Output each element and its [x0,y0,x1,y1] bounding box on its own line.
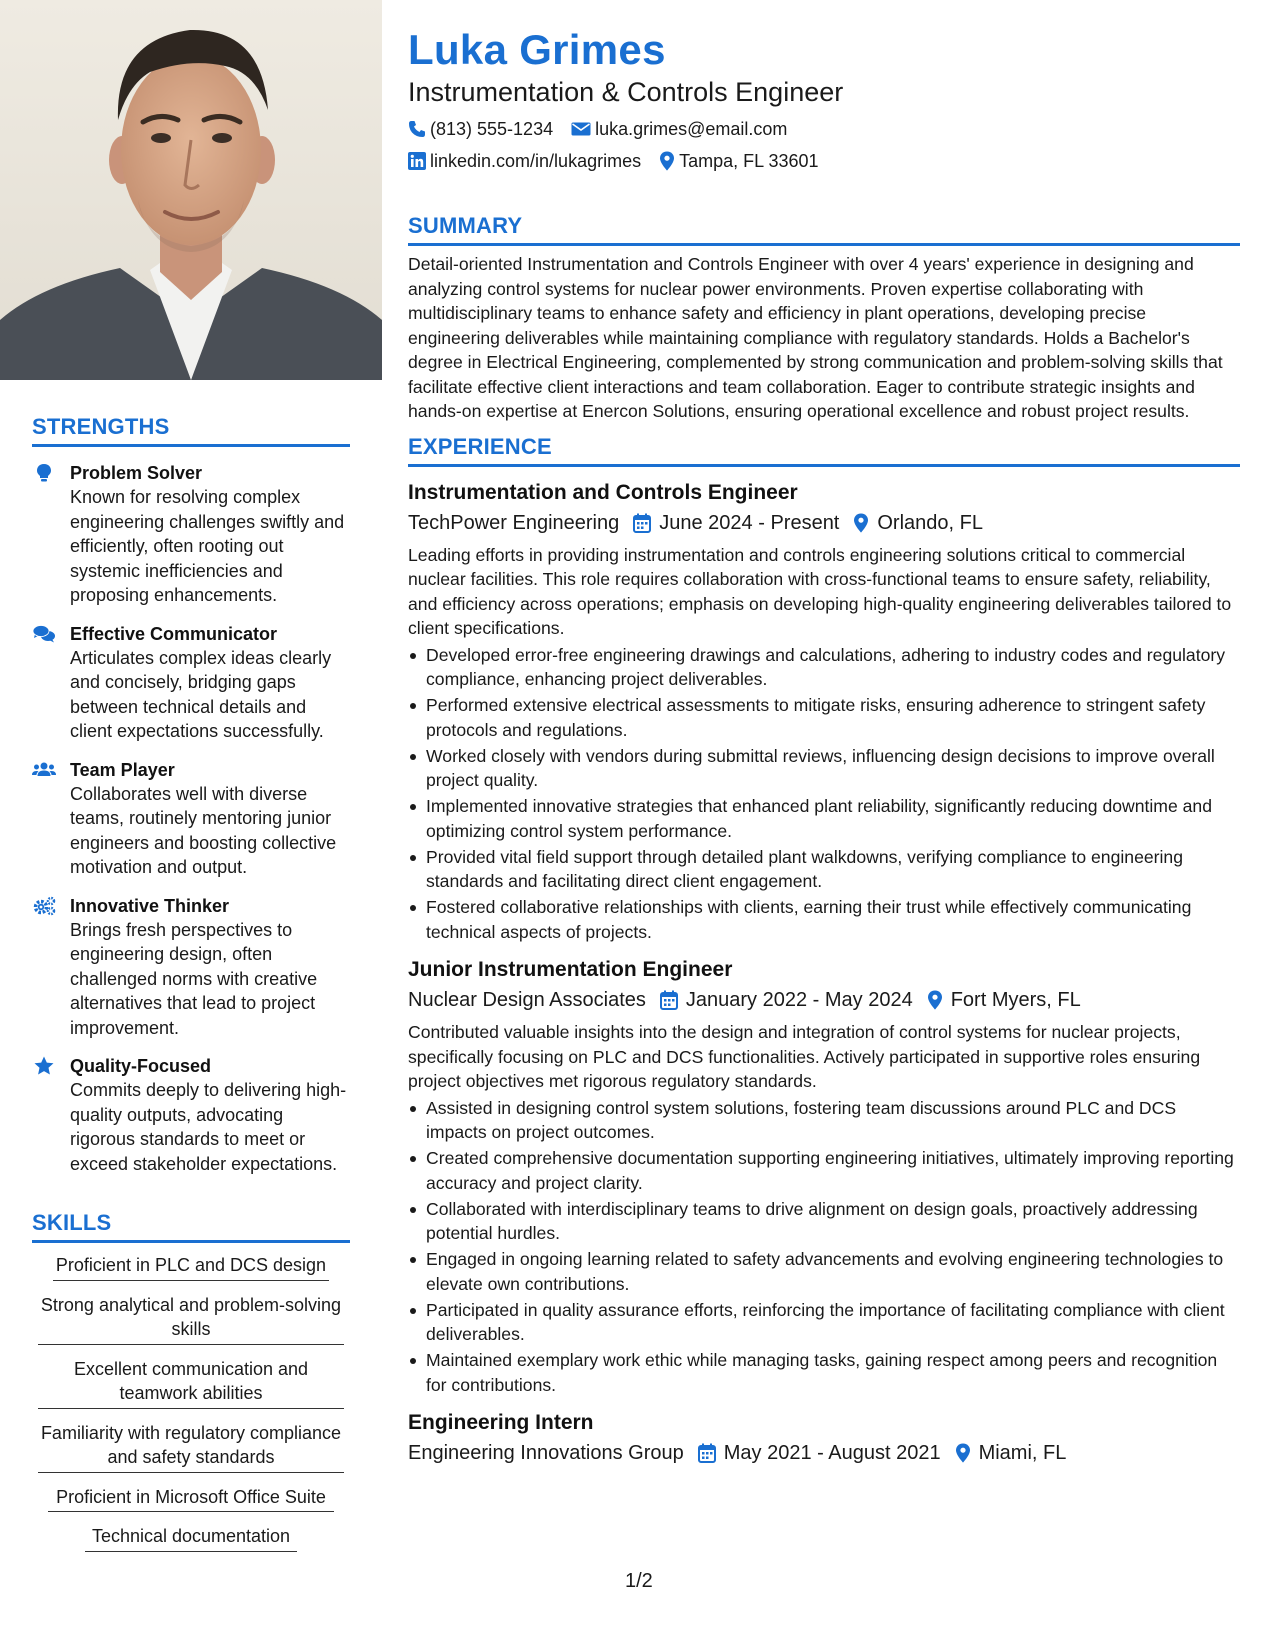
phone-text: (813) 555-1234 [430,119,554,139]
job-location-wrap [955,1439,1067,1467]
job-title: Instrumentation and Controls Engineer [408,480,798,504]
contact-location [659,149,818,173]
job-meta [408,509,1240,537]
skill-item: Proficient in Microsoft Office Suite [48,1485,334,1513]
profile-photo [0,0,382,380]
job-dates-wrap [633,509,839,537]
contact-email[interactable] [571,117,787,141]
right-column [408,0,1240,1467]
strength-title: Team Player [70,759,175,780]
strength-item [32,894,350,1041]
job-title: Engineering Intern [408,1411,594,1434]
job-bullet: Maintained exemplary work ethic while managing tasks, gaining respect among peers and recognition for contributions. [408,1348,1240,1397]
summary-heading: SUMMARY [408,213,523,238]
strength-desc: Known for resolving complex engineering challenges swiftly and efficiently, often rooting out systemic inefficiencies and proposing enhancements. [70,487,345,605]
strength-title: Innovative Thinker [70,895,230,916]
job-bullet: Participated in quality assurance efforts, reinforcing the importance of facilitating compliance with client deliverables. [408,1298,1240,1347]
portrait-illustration [0,0,382,380]
strength-title: Problem Solver [70,463,203,483]
calendar-icon [660,990,678,1010]
summary-section [408,213,1240,424]
job-title: Junior Instrumentation Engineer [408,958,733,981]
page-number: 1/2 [625,1570,653,1592]
job-bullet: Engaged in ongoing learning related to safety advancements and evolving engineering technologies to elevate own contributions. [408,1247,1240,1296]
contact-linkedin[interactable] [408,149,641,173]
strength-desc: Articulates complex ideas clearly and concisely, bridging gaps between technical details and client expectations successfully. [70,647,332,741]
strength-desc: Collaborates well with diverse teams, routinely mentoring junior engineers and boosting collective motivation and output. [70,783,337,877]
job-location: Miami, FL [978,1442,1067,1464]
candidate-role: Instrumentation & Controls Engineer [408,77,844,107]
job-dates: May 2021 - August 2021 [723,1442,941,1464]
contact-row-2 [408,149,1240,173]
calendar-icon [633,513,651,533]
job-meta [408,1439,1240,1467]
job-meta [408,986,1240,1014]
summary-rule [408,243,1240,246]
location-text: Tampa, FL 33601 [679,151,819,171]
map-pin-icon [659,151,675,171]
job-dates-wrap [698,1439,941,1467]
job-dates: January 2022 - May 2024 [685,989,913,1011]
job-entry [408,956,1240,1397]
strengths-section [32,414,350,1176]
experience-section [408,434,1240,1468]
comments-icon [32,624,56,644]
lightbulb-icon [32,463,56,483]
envelope-icon [571,121,591,137]
linkedin-text: linkedin.com/in/lukagrimes [430,151,642,171]
map-pin-icon [955,1443,971,1463]
strength-title: Quality-Focused [70,1056,212,1076]
strength-item [32,758,350,880]
job-bullet: Developed error-free engineering drawings and calculations, adhering to industry codes and regulatory compliance, enhancing project deliverables. [408,643,1240,692]
email-text: luka.grimes@email.com [595,119,788,139]
skill-list [32,1253,350,1552]
strengths-rule [32,444,350,447]
strength-title: Effective Communicator [70,623,278,644]
job-company: TechPower Engineering [408,511,620,534]
job-description: Contributed valuable insights into the design and integration of control systems for nuclear projects, specifically focusing on PLC and DCS functionalities. Actively participated in supportive roles ensuring project objectives met rigorous regulatory standards. [408,1022,1201,1091]
left-column [0,0,382,1650]
skills-rule [32,1240,350,1243]
job-company: Nuclear Design Associates [408,989,646,1011]
contact-row-1 [408,117,1240,141]
skills-section [32,1210,350,1564]
experience-heading: EXPERIENCE [408,433,552,459]
job-dates: June 2024 - Present [659,511,840,534]
job-bullet: Collaborated with interdisciplinary teams to drive alignment on design goals, proactively addressing potential hurdles. [408,1197,1240,1246]
users-icon [32,760,56,780]
strength-item [32,622,350,744]
job-bullet: Performed extensive electrical assessments to mitigate risks, ensuring adherence to stringent safety protocols and regulations. [408,693,1240,742]
phone-icon [408,120,426,138]
job-dates-wrap [660,986,913,1014]
strength-desc: Commits deeply to delivering high-quality outputs, advocating rigorous standards to meet or exceed stakeholder expectations. [70,1080,347,1174]
candidate-name: Luka Grimes [408,26,666,73]
job-entry [408,479,1240,945]
skill-item: Strong analytical and problem-solving skills [38,1293,344,1345]
job-location: Fort Myers, FL [950,989,1081,1011]
job-location: Orlando, FL [877,511,983,534]
job-bullet: Provided vital field support through detailed plant walkdowns, verifying compliance to engineering standards and facilitating direct client engagement. [408,845,1240,894]
map-pin-icon [927,990,943,1010]
job-company: Engineering Innovations Group [408,1442,684,1464]
strength-item [32,1054,350,1176]
job-bullet: Created comprehensive documentation supporting engineering initiatives, ultimately improving reporting accuracy and project clarity. [408,1146,1240,1195]
job-bullet: Fostered collaborative relationships with clients, earning their trust while effectively communicating technical aspects of projects. [408,895,1240,944]
strength-item [32,461,350,608]
linkedin-icon [408,152,426,170]
job-bullet: Assisted in designing control system solutions, fostering team discussions around PLC and DCS impacts on project outcomes. [408,1096,1240,1145]
skills-heading: SKILLS [32,1210,112,1235]
strength-desc: Brings fresh perspectives to engineering design, often challenged norms with creative alternatives that lead to project improvement. [70,919,318,1038]
calendar-icon [698,1443,716,1463]
star-icon [32,1056,56,1076]
summary-text: Detail-oriented Instrumentation and Controls Engineer with over 4 years' experience in designing and analyzing control systems for nuclear power environments. Proven expertise collaborating with multidisciplinary teams to enhance safety and efficiency in plant operations, developing precise engineering deliverables while maintaining compliance with regulatory standards. Holds a Bachelor's degree in Electrical Engineering, complemented by strong communication and problem-solving skills that facilitate effective client interactions and team collaboration. Eager to contribute strategic insights and hands-on expertise at Enercon Solutions, ensuring operational excellence and robust project results. [408,254,1223,421]
job-location-wrap [927,986,1081,1014]
contact-phone[interactable] [408,117,553,141]
strengths-heading: STRENGTHS [32,414,170,439]
map-pin-icon [853,513,869,533]
job-bullet: Implemented innovative strategies that enhanced plant reliability, significantly reducing downtime and optimizing control system performance. [408,794,1240,843]
job-bullets [408,643,1240,945]
job-bullets [408,1096,1240,1398]
experience-rule [408,464,1240,467]
skill-item: Excellent communication and teamwork abilities [38,1357,344,1409]
job-bullet: Worked closely with vendors during submittal reviews, influencing design decisions to improve overall project quality. [408,744,1240,793]
skill-item: Technical documentation [85,1524,297,1552]
skill-item: Proficient in PLC and DCS design [53,1253,329,1281]
job-description: Leading efforts in providing instrumentation and controls engineering solutions critical to commercial nuclear facilities. This role requires collaboration with cross-functional teams to ensure safety, reliability, and efficiency across operations; emphasis on developing high-quality engineering deliverables tailored to client specifications. [408,544,1232,638]
job-location-wrap [853,509,983,537]
skill-item: Familiarity with regulatory compliance and safety standards [38,1421,344,1473]
job-entry [408,1409,1240,1467]
cogs-icon [32,896,56,916]
